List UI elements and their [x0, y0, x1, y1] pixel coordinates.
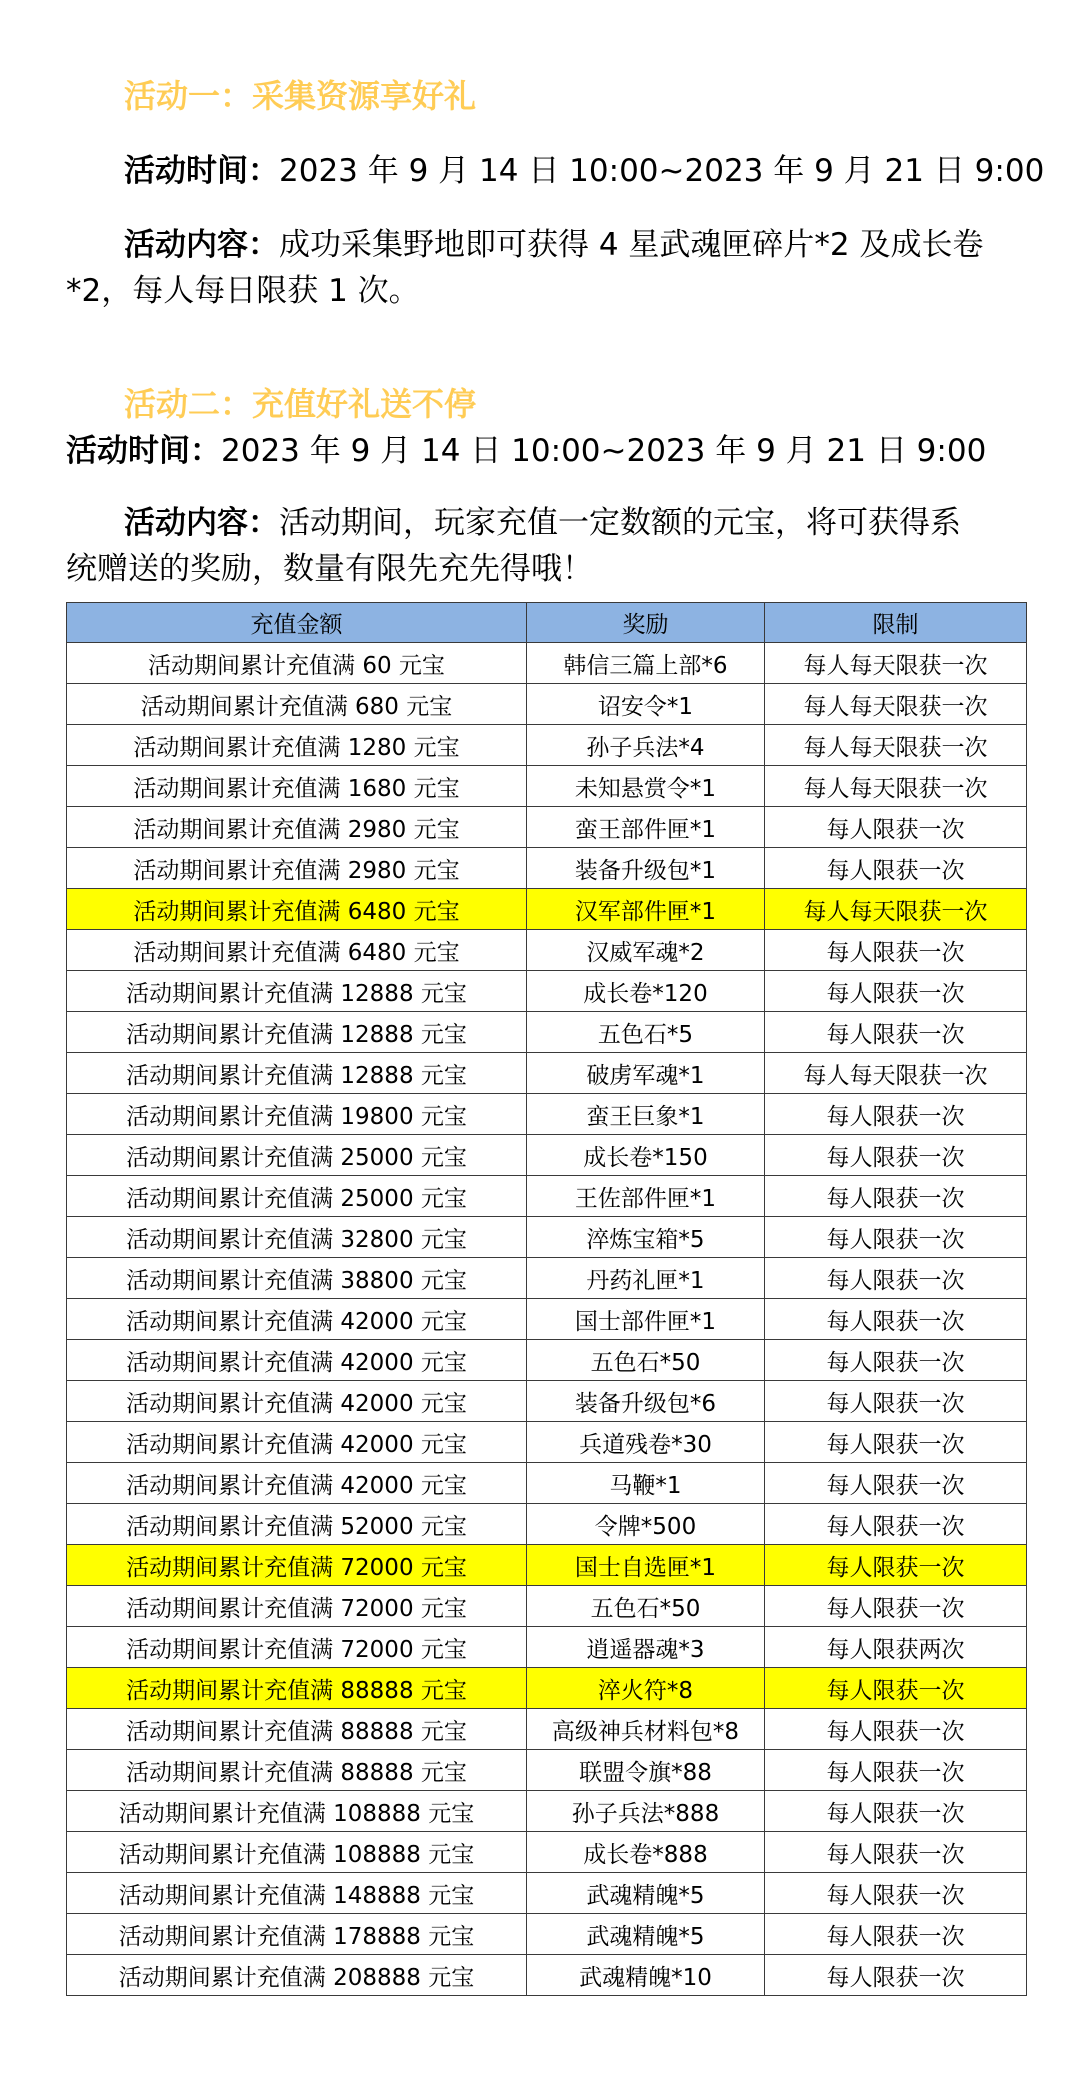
activity1-time: [124, 148, 1044, 194]
table-row: [67, 1135, 1027, 1176]
amount-cell: 活动期间累计充值满 42000 元宝: [67, 1340, 527, 1381]
amount-cell: 活动期间累计充值满 72000 元宝: [67, 1545, 527, 1586]
activity2-content: [66, 500, 961, 592]
limit-cell: 每人每天限获一次: [765, 1053, 1027, 1094]
reward-cell: 淬炼宝箱*5: [527, 1217, 765, 1258]
activity2-time-value: 2023 年 9 月 14 日 10:00~2023 年 9 月 21 日 9:00: [221, 433, 987, 469]
table-row: [67, 1914, 1027, 1955]
header-limit: 限制: [765, 603, 1027, 643]
limit-cell: 每人限获一次: [765, 1832, 1027, 1873]
activity1-content-label: 活动内容：: [124, 227, 279, 263]
reward-cell: 武魂精魄*10: [527, 1955, 765, 1996]
amount-cell: 活动期间累计充值满 108888 元宝: [67, 1791, 527, 1832]
activity2-content-line2: 统赠送的奖励，数量有限先充先得哦！: [66, 551, 593, 587]
limit-cell: 每人限获一次: [765, 1012, 1027, 1053]
amount-cell: 活动期间累计充值满 208888 元宝: [67, 1955, 527, 1996]
reward-cell: 成长卷*888: [527, 1832, 765, 1873]
amount-cell: 活动期间累计充值满 60 元宝: [67, 643, 527, 684]
activity1-content: [66, 222, 984, 314]
amount-cell: 活动期间累计充值满 88888 元宝: [67, 1750, 527, 1791]
amount-cell: 活动期间累计充值满 12888 元宝: [67, 1053, 527, 1094]
table-row: [67, 1094, 1027, 1135]
reward-cell: 高级神兵材料包*8: [527, 1709, 765, 1750]
limit-cell: 每人限获一次: [765, 1299, 1027, 1340]
table-row: [67, 1955, 1027, 1996]
activity1-title: 活动一：采集资源享好礼: [124, 77, 477, 115]
reward-cell: 装备升级包*1: [527, 848, 765, 889]
reward-cell: 武魂精魄*5: [527, 1873, 765, 1914]
reward-cell: 五色石*50: [527, 1340, 765, 1381]
table-row: [67, 1586, 1027, 1627]
amount-cell: 活动期间累计充值满 88888 元宝: [67, 1668, 527, 1709]
reward-cell: 装备升级包*6: [527, 1381, 765, 1422]
table-row: [67, 1340, 1027, 1381]
reward-cell: 联盟令旗*88: [527, 1750, 765, 1791]
activity2-content-line1: 活动期间，玩家充值一定数额的元宝，将可获得系: [279, 505, 961, 541]
activity2-content-label: 活动内容：: [124, 505, 279, 541]
limit-cell: 每人限获一次: [765, 1094, 1027, 1135]
limit-cell: 每人每天限获一次: [765, 643, 1027, 684]
amount-cell: 活动期间累计充值满 178888 元宝: [67, 1914, 527, 1955]
reward-cell: 令牌*500: [527, 1504, 765, 1545]
limit-cell: 每人限获一次: [765, 1463, 1027, 1504]
activity2-time-label: 活动时间：: [66, 433, 221, 469]
activity1-time-label: 活动时间：: [124, 153, 279, 189]
limit-cell: 每人限获一次: [765, 1504, 1027, 1545]
header-reward: 奖励: [527, 603, 765, 643]
amount-cell: 活动期间累计充值满 1680 元宝: [67, 766, 527, 807]
table-row: [67, 807, 1027, 848]
table-row: [67, 725, 1027, 766]
table-row: [67, 684, 1027, 725]
limit-cell: 每人每天限获一次: [765, 766, 1027, 807]
amount-cell: 活动期间累计充值满 12888 元宝: [67, 971, 527, 1012]
activity1-content-line2: *2，每人每日限获 1 次。: [66, 273, 420, 309]
table-row: [67, 848, 1027, 889]
table-row: [67, 1504, 1027, 1545]
limit-cell: 每人限获一次: [765, 1586, 1027, 1627]
limit-cell: 每人限获一次: [765, 848, 1027, 889]
limit-cell: 每人每天限获一次: [765, 684, 1027, 725]
activity2-time: [66, 428, 986, 474]
reward-cell: 五色石*50: [527, 1586, 765, 1627]
reward-cell: 丹药礼匣*1: [527, 1258, 765, 1299]
amount-cell: 活动期间累计充值满 6480 元宝: [67, 930, 527, 971]
limit-cell: 每人限获两次: [765, 1627, 1027, 1668]
amount-cell: 活动期间累计充值满 72000 元宝: [67, 1586, 527, 1627]
reward-cell: 成长卷*120: [527, 971, 765, 1012]
amount-cell: 活动期间累计充值满 25000 元宝: [67, 1176, 527, 1217]
limit-cell: 每人限获一次: [765, 1955, 1027, 1996]
limit-cell: 每人限获一次: [765, 1340, 1027, 1381]
reward-cell: 破虏军魂*1: [527, 1053, 765, 1094]
reward-cell: 蛮王部件匣*1: [527, 807, 765, 848]
reward-cell: 汉威军魂*2: [527, 930, 765, 971]
table-row: [67, 1668, 1027, 1709]
table-row: [67, 1627, 1027, 1668]
limit-cell: 每人限获一次: [765, 1791, 1027, 1832]
amount-cell: 活动期间累计充值满 19800 元宝: [67, 1094, 527, 1135]
table-row: [67, 1709, 1027, 1750]
amount-cell: 活动期间累计充值满 42000 元宝: [67, 1463, 527, 1504]
table-row: [67, 1381, 1027, 1422]
limit-cell: 每人限获一次: [765, 1135, 1027, 1176]
limit-cell: 每人限获一次: [765, 1422, 1027, 1463]
table-row: [67, 1750, 1027, 1791]
limit-cell: 每人每天限获一次: [765, 725, 1027, 766]
amount-cell: 活动期间累计充值满 72000 元宝: [67, 1627, 527, 1668]
limit-cell: 每人限获一次: [765, 807, 1027, 848]
limit-cell: 每人限获一次: [765, 1914, 1027, 1955]
table-row: [67, 1176, 1027, 1217]
limit-cell: 每人限获一次: [765, 930, 1027, 971]
limit-cell: 每人限获一次: [765, 1750, 1027, 1791]
activity1-content-line1: 成功采集野地即可获得 4 星武魂匣碎片*2 及成长卷: [279, 227, 984, 263]
reward-cell: 国士部件匣*1: [527, 1299, 765, 1340]
activity2-title: 活动二：充值好礼送不停: [124, 385, 477, 423]
amount-cell: 活动期间累计充值满 52000 元宝: [67, 1504, 527, 1545]
amount-cell: 活动期间累计充值满 2980 元宝: [67, 807, 527, 848]
limit-cell: 每人限获一次: [765, 1545, 1027, 1586]
table-row: [67, 1217, 1027, 1258]
limit-cell: 每人限获一次: [765, 1668, 1027, 1709]
limit-cell: 每人限获一次: [765, 1381, 1027, 1422]
amount-cell: 活动期间累计充值满 42000 元宝: [67, 1422, 527, 1463]
reward-cell: 蛮王巨象*1: [527, 1094, 765, 1135]
limit-cell: 每人限获一次: [765, 971, 1027, 1012]
amount-cell: 活动期间累计充值满 32800 元宝: [67, 1217, 527, 1258]
header-amount: 充值金额: [67, 603, 527, 643]
table-body: [67, 643, 1027, 1996]
table-row: [67, 643, 1027, 684]
amount-cell: 活动期间累计充值满 108888 元宝: [67, 1832, 527, 1873]
amount-cell: 活动期间累计充值满 38800 元宝: [67, 1258, 527, 1299]
amount-cell: 活动期间累计充值满 148888 元宝: [67, 1873, 527, 1914]
table-row: [67, 1299, 1027, 1340]
reward-cell: 马鞭*1: [527, 1463, 765, 1504]
limit-cell: 每人限获一次: [765, 1258, 1027, 1299]
reward-cell: 武魂精魄*5: [527, 1914, 765, 1955]
reward-cell: 韩信三篇上部*6: [527, 643, 765, 684]
limit-cell: 每人限获一次: [765, 1873, 1027, 1914]
amount-cell: 活动期间累计充值满 12888 元宝: [67, 1012, 527, 1053]
table-row: [67, 1873, 1027, 1914]
reward-cell: 汉军部件匣*1: [527, 889, 765, 930]
amount-cell: 活动期间累计充值满 25000 元宝: [67, 1135, 527, 1176]
amount-cell: 活动期间累计充值满 42000 元宝: [67, 1381, 527, 1422]
reward-cell: 五色石*5: [527, 1012, 765, 1053]
table-row: [67, 1422, 1027, 1463]
limit-cell: 每人限获一次: [765, 1176, 1027, 1217]
table-row: [67, 1053, 1027, 1094]
table-row: [67, 1832, 1027, 1873]
amount-cell: 活动期间累计充值满 680 元宝: [67, 684, 527, 725]
amount-cell: 活动期间累计充值满 2980 元宝: [67, 848, 527, 889]
amount-cell: 活动期间累计充值满 42000 元宝: [67, 1299, 527, 1340]
reward-cell: 孙子兵法*888: [527, 1791, 765, 1832]
amount-cell: 活动期间累计充值满 1280 元宝: [67, 725, 527, 766]
limit-cell: 每人限获一次: [765, 1217, 1027, 1258]
limit-cell: 每人限获一次: [765, 1709, 1027, 1750]
table-row: [67, 1258, 1027, 1299]
reward-cell: 逍遥器魂*3: [527, 1627, 765, 1668]
reward-cell: 淬火符*8: [527, 1668, 765, 1709]
reward-cell: 国士自选匣*1: [527, 1545, 765, 1586]
rewards-table: [66, 602, 1027, 1996]
activity1-time-value: 2023 年 9 月 14 日 10:00~2023 年 9 月 21 日 9:00: [279, 153, 1045, 189]
reward-cell: 兵道残卷*30: [527, 1422, 765, 1463]
table-row: [67, 889, 1027, 930]
table-row: [67, 971, 1027, 1012]
limit-cell: 每人每天限获一次: [765, 889, 1027, 930]
reward-cell: 诏安令*1: [527, 684, 765, 725]
table-row: [67, 766, 1027, 807]
reward-cell: 成长卷*150: [527, 1135, 765, 1176]
table-row: [67, 1545, 1027, 1586]
amount-cell: 活动期间累计充值满 88888 元宝: [67, 1709, 527, 1750]
table-row: [67, 1012, 1027, 1053]
table-row: [67, 930, 1027, 971]
table-header-row: [67, 603, 1027, 643]
reward-cell: 未知悬赏令*1: [527, 766, 765, 807]
table-row: [67, 1463, 1027, 1504]
amount-cell: 活动期间累计充值满 6480 元宝: [67, 889, 527, 930]
reward-cell: 孙子兵法*4: [527, 725, 765, 766]
table-row: [67, 1791, 1027, 1832]
reward-cell: 王佐部件匣*1: [527, 1176, 765, 1217]
